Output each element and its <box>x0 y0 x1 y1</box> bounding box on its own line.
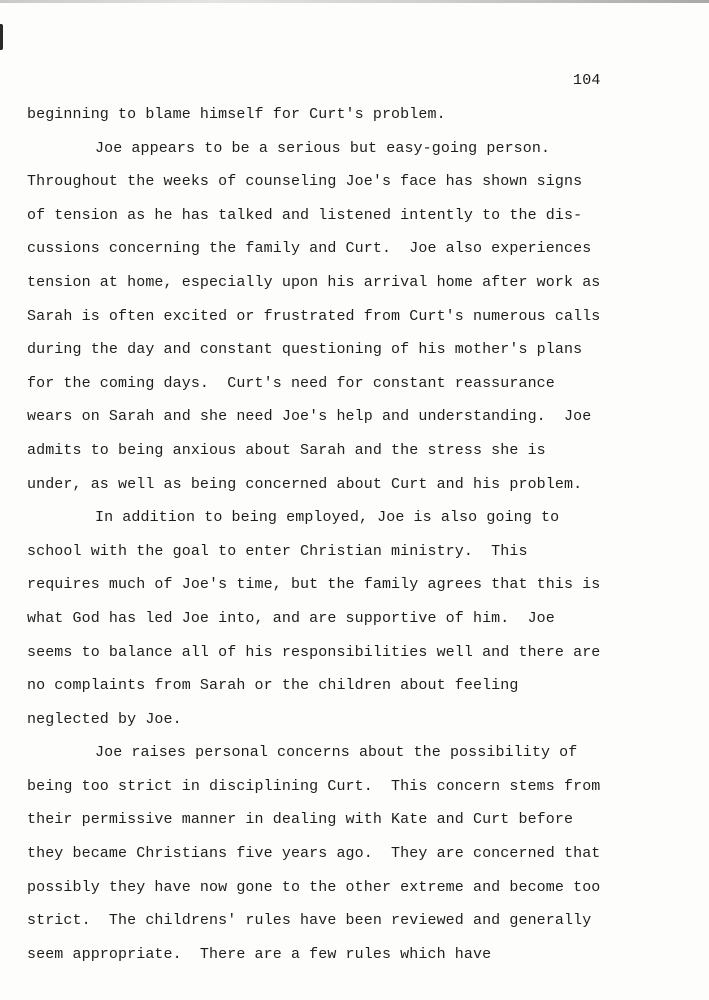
text-line: cussions concerning the family and Curt. Joe also experiences <box>27 240 592 258</box>
page-number: 104 <box>573 72 601 89</box>
text-line: seem appropriate. There are a few rules which have <box>27 945 492 963</box>
text-line: requires much of Joe's time, but the family agrees that this is <box>27 576 601 594</box>
text-line: of tension as he has talked and listened intently to the dis- <box>27 206 583 224</box>
body-text <box>27 103 687 976</box>
text-line: during the day and constant questioning of his mother's plans <box>27 341 583 359</box>
text-line: Throughout the weeks of counseling Joe's face has shown signs <box>27 173 583 191</box>
text-line: strict. The childrens' rules have been reviewed and generally <box>27 912 592 930</box>
text-line: seems to balance all of his responsibilities well and there are <box>27 643 601 661</box>
text-line: they became Christians five years ago. They are concerned that <box>27 845 601 863</box>
scan-top-edge <box>0 0 709 3</box>
scan-left-edge-mark <box>0 24 3 50</box>
text-line: possibly they have now gone to the other extreme and become too <box>27 878 601 896</box>
text-line: for the coming days. Curt's need for constant reassurance <box>27 374 555 392</box>
text-line: their permissive manner in dealing with Kate and Curt before <box>27 811 574 829</box>
paragraph-start-line: In addition to being employed, Joe is also going to <box>95 509 560 527</box>
paragraph-start-line: Joe raises personal concerns about the possibility of <box>95 744 578 762</box>
text-line: wears on Sarah and she need Joe's help and understanding. Joe <box>27 408 592 426</box>
text-line: no complaints from Sarah or the children about feeling <box>27 677 519 695</box>
text-line: tension at home, especially upon his arrival home after work as <box>27 273 601 291</box>
text-line: what God has led Joe into, and are supportive of him. Joe <box>27 609 555 627</box>
text-line: admits to being anxious about Sarah and the stress she is <box>27 441 546 459</box>
text-line: Sarah is often excited or frustrated from Curt's numerous calls <box>27 307 601 325</box>
text-line: under, as well as being concerned about Curt and his problem. <box>27 475 583 493</box>
text-line: being too strict in disciplining Curt. This concern stems from <box>27 777 601 795</box>
paragraph-start-line: Joe appears to be a serious but easy-going person. <box>95 139 551 157</box>
text-line: neglected by Joe. <box>27 710 182 728</box>
text-line: school with the goal to enter Christian ministry. This <box>27 542 528 560</box>
text-line: beginning to blame himself for Curt's problem. <box>27 106 446 123</box>
